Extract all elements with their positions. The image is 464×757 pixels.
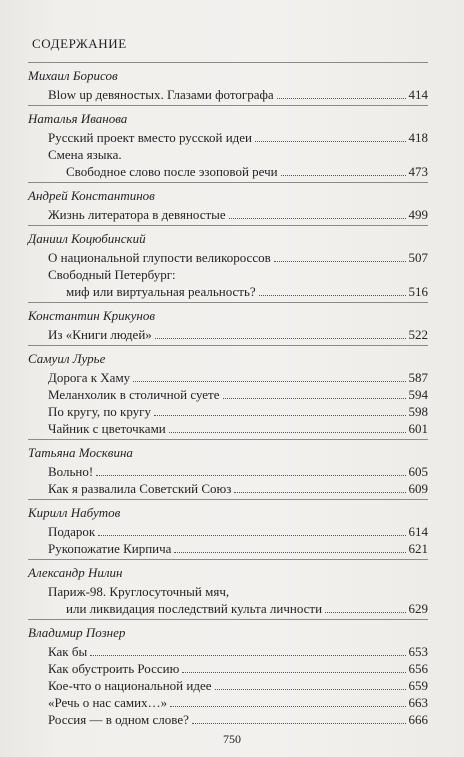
toc-entry[interactable]	[66, 163, 428, 180]
toc-section	[28, 439, 428, 497]
toc-entry[interactable]	[48, 480, 428, 497]
entry-page-number: 629	[408, 601, 428, 616]
dot-leader	[277, 98, 406, 99]
entry-page-number: 614	[408, 524, 428, 539]
dot-leader	[154, 415, 406, 416]
entry-title: Как бы	[48, 644, 88, 659]
author-name: Даниил Коцюбинский	[28, 231, 146, 246]
toc-entry[interactable]	[48, 266, 428, 283]
entry-page-number: 621	[408, 541, 428, 556]
toc-entry[interactable]	[48, 583, 428, 600]
toc-section	[28, 619, 428, 728]
toc-section	[28, 499, 428, 557]
entry-title: Свободное слово после эзоповой речи	[66, 164, 278, 179]
entry-title: По кругу, по кругу	[48, 404, 151, 419]
toc-entry[interactable]	[48, 711, 428, 728]
toc-entry[interactable]	[48, 677, 428, 694]
toc-entry[interactable]	[66, 283, 428, 300]
entry-title: «Речь о нас самих…»	[48, 695, 168, 710]
entry-page-number: 507	[408, 250, 428, 265]
toc-entry[interactable]	[48, 129, 428, 146]
toc-entry[interactable]	[48, 86, 428, 103]
toc-entry[interactable]	[48, 643, 428, 660]
toc-entry[interactable]	[48, 386, 428, 403]
entry-page-number: 473	[408, 164, 428, 179]
entry-page-number: 598	[408, 404, 428, 419]
toc-entry[interactable]	[48, 540, 428, 557]
entry-title: Смена языка.	[48, 147, 122, 162]
author-name: Константин Крикунов	[28, 308, 156, 323]
toc-entry[interactable]	[48, 660, 428, 677]
toc-section	[28, 105, 428, 180]
author-name: Самуил Лурье	[28, 351, 106, 366]
entry-page-number: 656	[408, 661, 428, 676]
author-name: Михаил Борисов	[28, 68, 118, 83]
author-name: Александр Нилин	[28, 565, 123, 580]
entry-title: Меланхолик в столичной суете	[48, 387, 220, 402]
author-name: Наталья Иванова	[28, 111, 128, 126]
dot-leader	[155, 338, 406, 339]
dot-leader	[223, 398, 406, 399]
entry-title: или ликвидация последствий культа личности	[66, 601, 323, 616]
dot-leader	[98, 535, 405, 536]
entry-page-number: 499	[408, 207, 428, 222]
toc-entry[interactable]	[48, 146, 428, 163]
entry-title: Париж-98. Круглосуточный мяч,	[48, 584, 230, 599]
table-of-contents	[28, 62, 428, 728]
toc-entry[interactable]	[48, 523, 428, 540]
toc-entry[interactable]	[48, 326, 428, 343]
dot-leader	[133, 381, 405, 382]
entry-title: Blow up девяностых. Глазами фотографа	[48, 87, 274, 102]
dot-leader	[259, 295, 406, 296]
page-number: 750	[223, 732, 241, 746]
dot-leader	[325, 612, 405, 613]
dot-leader	[169, 432, 406, 433]
entry-title: О национальной глупости великороссов	[48, 250, 271, 265]
entry-page-number: 609	[408, 481, 428, 496]
dot-leader	[170, 706, 405, 707]
entry-page-number: 594	[408, 387, 428, 402]
entry-title: Чайник с цветочками	[48, 421, 166, 436]
dot-leader	[96, 475, 405, 476]
entry-title: Россия — в одном слове?	[48, 712, 189, 727]
toc-section	[28, 302, 428, 343]
page-title: СОДЕРЖАНИЕ	[32, 36, 127, 51]
entry-title: Рукопожатие Кирпича	[48, 541, 172, 556]
toc-entry[interactable]	[48, 694, 428, 711]
entry-title: миф или виртуальная реальность?	[66, 284, 256, 299]
dot-leader	[90, 655, 405, 656]
toc-entry[interactable]	[48, 249, 428, 266]
entry-page-number: 414	[408, 87, 428, 102]
entry-page-number: 666	[408, 712, 428, 727]
toc-entry[interactable]	[48, 206, 428, 223]
entry-title: Русский проект вместо русской идеи	[48, 130, 253, 145]
entry-title: Из «Книги людей»	[48, 327, 152, 342]
entry-title: Вольно!	[48, 464, 94, 479]
toc-section	[28, 345, 428, 437]
author-name: Кирилл Набутов	[28, 505, 121, 520]
entry-title: Как я развалила Советский Союз	[48, 481, 232, 496]
entry-title: Как обустроить Россию	[48, 661, 180, 676]
toc-section	[28, 559, 428, 617]
entry-title: Свободный Петербург:	[48, 267, 176, 282]
author-name: Татьяна Москвина	[28, 445, 133, 460]
entry-page-number: 522	[408, 327, 428, 342]
author-name: Андрей Константинов	[28, 188, 155, 203]
dot-leader	[229, 218, 406, 219]
entry-page-number: 605	[408, 464, 428, 479]
toc-section	[28, 182, 428, 223]
entry-title: Кое-что о национальной идее	[48, 678, 212, 693]
toc-entry[interactable]	[66, 600, 428, 617]
dot-leader	[174, 552, 405, 553]
dot-leader	[255, 141, 405, 142]
toc-section	[28, 62, 428, 103]
dot-leader	[274, 261, 406, 262]
toc-entry[interactable]	[48, 463, 428, 480]
entry-title: Дорога к Хаму	[48, 370, 131, 385]
entry-page-number: 516	[408, 284, 428, 299]
entry-page-number: 587	[408, 370, 428, 385]
entry-title: Подарок	[48, 524, 96, 539]
author-name: Владимир Познер	[28, 625, 126, 640]
dot-leader	[234, 492, 405, 493]
entry-page-number: 659	[408, 678, 428, 693]
toc-entry[interactable]	[48, 403, 428, 420]
dot-leader	[281, 175, 406, 176]
dot-leader	[215, 689, 406, 690]
toc-entry[interactable]	[48, 369, 428, 386]
toc-section	[28, 225, 428, 300]
entry-page-number: 601	[408, 421, 428, 436]
entry-page-number: 653	[408, 644, 428, 659]
toc-entry[interactable]	[48, 420, 428, 437]
dot-leader	[192, 723, 406, 724]
entry-title: Жизнь литератора в девяностые	[48, 207, 226, 222]
dot-leader	[182, 672, 405, 673]
entry-page-number: 418	[408, 130, 428, 145]
entry-page-number: 663	[408, 695, 428, 710]
